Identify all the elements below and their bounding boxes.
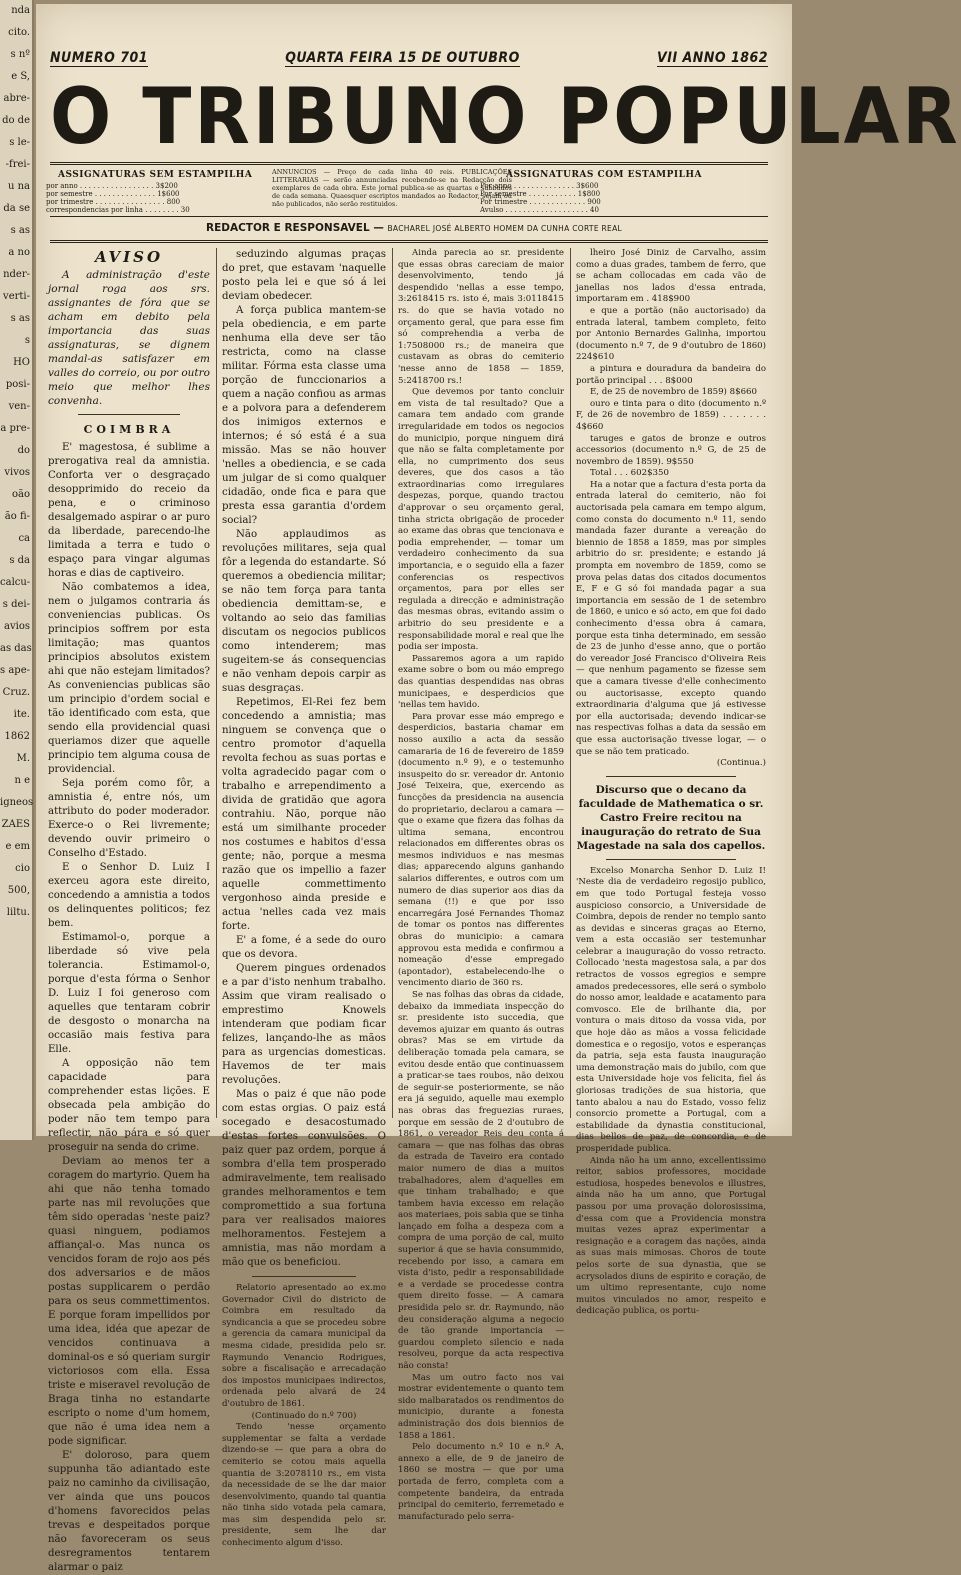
column-4	[576, 248, 766, 1317]
paragraph: Excelso Monarcha Senhor D. Luiz I! 'Neste dia de verdadeiro regosijo publico, em que todo Portugal festeja vosso auspicioso consorcio, a Universidade de Coimbra, depois de render no templo santo as devidas e sinceras graças ao Eterno, vem a esta occasião ser testemunhar celebrar a inauguração do vosso retracto. Collocado 'nesta magestosa sala, a par dos retractos de vossos egregios e sempre amados predecessores, elle será o symbolo do nosso amor, lealdade e acatamento para comvosco. Ele de brilhante dia, por vontura o mais ditoso da vossa vida, por que hoje dão as mãos a vossa felicidade domestica e o regosijo, votos e esperanças da patria, seja esta fausta inauguração uma demonstração mais do jubilo, com que esta Universidade hoje vos felicita, fiel ás gloriosas tradições de sua historia, que tanto abalou a nau do Estado, vosso feliz consorcio promette a Portugal, com a estabilidade da dynastia constitucional, dias bellos de paz, de concordia, e de prosperidade publica.	[576, 865, 766, 1154]
masthead-info-line	[50, 50, 768, 67]
strip-fragment: vivos	[4, 467, 30, 478]
strip-fragment: n e	[14, 775, 30, 786]
separator	[606, 776, 736, 777]
strip-fragment: M.	[16, 753, 30, 764]
strip-fragment: Cruz.	[2, 687, 30, 698]
paragraph: e que a portão (não auctorisado) da entrada lateral, tambem completo, feito por Antonio Bernardes Galinha, importou (documento n.º 7, de 9 d'outubro de 1860) 224$610	[576, 305, 766, 363]
strip-fragment: -frei-	[5, 159, 30, 170]
strip-fragment: s le-	[9, 137, 30, 148]
strip-fragment: do de	[2, 115, 30, 126]
price-row: Por trimestre . . . . . . . . . . . . . 900	[480, 198, 601, 206]
paragraph: ouro e tinta para o dito (documento n.º F, de 26 de novembro de 1859) . . . . . . . 4$660	[576, 398, 766, 432]
report-body	[222, 1422, 386, 1550]
strip-fragment: a pre-	[0, 423, 30, 434]
paragraph: Mas o paiz é que não pode com estas orgias. O paiz está socegado e desacostumado d'estas fortes convulsões. O paiz quer paz ordem, porque á sombra d'ella tem prosperado admiravelmente, tem realisado grandes melhoramentos e tem compromettido a sua fortuna para ver realisados maiores melhoramentos. Festejem a amnistia, mas não mordam a mão que os beneficiou.	[222, 1089, 386, 1268]
column-divider	[216, 248, 217, 1118]
strip-fragment: as das	[0, 643, 32, 654]
column-top-rule	[50, 240, 768, 243]
paragraph: Não combatemos a idea, nem o julgamos contraria ás conveniencias publicas. Os principios soffrem por esta limitação; mas quantos principios absolutos existem ahi que não estejam limitados? As conveniencias publicas são um principio d'ordem social e tão identificado com esta, que sendo ella providencial quasi queriamos dizer que aquelle principio tem alguma cousa de providencial.	[48, 582, 210, 775]
paragraph: Tendo 'nesse orçamento supplementar se falta a verdade dizendo-se — que para a obra do cemiterio se cotou mais aquella quantia de 3:2078110 rs., em vista da necessidade de se lhe dar maior desenvolvimento, quando tal quantia não tinha sido votada pela camara, mas sim despendida pelo sr. presidente, sem lhe dar conhecimento algum d'isso.	[222, 1422, 386, 1549]
paragraph: Repetimos, El-Rei fez bem concedendo a amnistia; mas ninguem se convença que o centro promotor d'aquella revolta fechou as suas portas e volta agradecido pagar com o trabalho e arrependimento a divida de gratidão que agora contrahiu. Não, porque não está um similhante proceder nos costumes e habitos d'essa gente; não, porque a mesma razão que os impellio a fazer aquelle commettimento vergonhoso ainda preside e actua 'nelles cada vez mais forte.	[222, 697, 386, 932]
column-divider	[392, 248, 393, 1118]
strip-fragment: 1862	[4, 731, 30, 742]
strip-fragment: s as	[10, 313, 30, 324]
paragraph: Deviam ao menos ter a coragem do martyrio. Quem ha ahi que não tenha tomado parte nas mil revoluções que têm sido operadas 'neste paiz? quasi ninguem, podiamos affiançal-o. Mas nunca os vencidos foram de rojo aos pés dos adversarios e de mãos postas supplicarem o perdão para os seus commettimentos. E porque foram impellidos por uma idea, idéa que apezar de vencidos continuava a dominal-os e só queriam surgir victoriosos com ella. Essa triste e miseravel revolução de Braga tinha no estandarte escripto o nome d'um homem, que não é uma idea nem a pode significar.	[48, 1156, 210, 1447]
column-2	[222, 248, 386, 1549]
strip-fragment: avios	[4, 621, 30, 632]
strip-fragment: ven-	[8, 401, 30, 412]
paragraph: Que devemos por tanto concluir em vista de tal resultado? Que a camara tem andado com grande irregularidade em todos os negocios do municipio, porque ninguem dirá que não se falta completamente por ella, no cumprimento dos seus deveres, que dos casos a tão extraordinarias como irregulares despezas, porque, quando tractou d'approvar o seu orçamento geral, tinha stricta obrigação de proceder ao exame das obras que tencionava e podia emprehender, — tomar um verdadeiro conhecimento da sua importancia, e o seguido ella a fazer conferencias os respectivos orçamentos, para por elles ser regulada a direcção e administração das mesmas obras, evitando assim o arbitrio do seu presidente e a responsabilidade moral e real que lhe podia ser imposta.	[398, 387, 564, 653]
column-2-body	[222, 248, 386, 1270]
strip-fragment: ca	[18, 533, 30, 544]
paragraph: E o Senhor D. Luiz I exerceu agora este direito, concedendo a amnistia a todos os delinquentes politicos; fez bem.	[48, 862, 210, 929]
price-row: Por anno . . . . . . . . . . . . . . 3$600	[480, 182, 599, 190]
paragraph: Mas um outro facto nos vai mostrar evidentemente o quanto tem sido malbaratados os rendimentos do municipio, durante a fonesta administração dos dois biennios de 1858 a 1861.	[398, 1372, 564, 1441]
report-title: Relatorio apresentado ao ex.mo Governador Civil do districto de Coimbra em resultado da syndicancia a que se procedeu sobre a gerencia da camara municipal da mesma cidade, presidida pelo sr. Raymundo Venancio Rodrigues, sobre a fiscalisação e arrecadação dos impostos municipaes indirectos, ordenada pelo alvará de 24 d'outubro de 1861.	[222, 1283, 386, 1409]
paragraph: Seja porém como fôr, a amnistia é, entre nós, um attributo do poder moderador. Exerce-o o Rei livremente; devendo ouvir primeiro o Conselho d'Estado.	[48, 778, 210, 859]
paragraph: Ha a notar que a factura d'esta porta da entrada lateral do cemiterio, não foi auctorisada pela camara em tempo algum, como consta do documento n.º 11, sendo mandada fazer durante a vereação do biennio de 1858 a 1859, mas por simples arbitrio do sr. presidente; e estando já prompta em novembro de 1859, como se prova pelas datas dos citados documentos E, F e G só foi mandada pagar a sua importancia em sessão de 1 de setembro de 1860, e unico e só acto, em que foi dado conhecimento d'essa obra á camara, porque esta tinha determinado, em sessão de 23 de junho d'esse anno, que o portão do vereador José Francisco d'Oliveira Reis — que nenhum pagamento se fizesse sem que a camara tivesse d'elle conhecimento ou auctorisasse, excepto quando extraordinaria d'alguma que já estivesse por ella auctorisada; devendo indicar-se nas respectivas folhas a data da sessão em que essa auctorisação tivesse logar, — o que se não tem praticado.	[576, 479, 766, 757]
strip-fragment: abre-	[3, 93, 30, 104]
adjacent-page-strip	[0, 0, 34, 1140]
continued-note: (Continuado do n.º 700)	[251, 1410, 357, 1421]
continua-note: (Continua.)	[716, 758, 766, 769]
strip-fragment: s	[24, 335, 30, 346]
paragraph: taruges e gatos de bronze e outros accessorios (documento n.º G, de 25 de novembro de 1859). 9$550	[576, 433, 766, 467]
paragraph: Querem pingues ordenados e a par d'isto nenhum trabalho. Assim que viram realisado o emprestimo Knowels intenderam que podiam ficar felizes, lançando-lhe as mãos para as urgencias domesticas. Havemos de ter mais revoluções.	[222, 963, 386, 1086]
paragraph: E, de 25 de novembro de 1859) 8$660	[590, 387, 757, 398]
discourse-title: Discurso que o decano da faculdade de Mathematica o sr. Castro Freire recitou na inauguração do retrato de Sua Magestade na sala dos capellos.	[576, 783, 766, 852]
strip-fragment: s da	[9, 555, 30, 566]
paragraph: Pelo documento n.º 10 e n.º A, annexo a elle, de 9 de janeiro de 1860 se mostra — que por uma portada de ferro, completa com a competente bandeira, da entrada principal do cemiterio, ferremetado e manufacturado pelo serra-	[398, 1442, 564, 1522]
paragraph: a pintura e douradura da bandeira do portão principal . . . 8$000	[576, 363, 766, 386]
paragraph: E' magestosa, é sublime a prerogativa real da amnistia. Conforta ver o desgraçado desopprimido do receio da pena, e o criminoso desalgemado aspirar o ar puro da liberdade, parecendo-lhe limitada a terra e tudo o espaço para vingar algumas horas e dias de captiveiro.	[48, 442, 210, 579]
strip-fragment: da se	[3, 203, 30, 214]
subscriptions-right-table	[480, 182, 700, 214]
paragraph: Passaremos agora a um rapido exame sobre o bom ou máo emprego das quantias despendidas nas obras municipaes, e desperdicios que 'nellas tem havido.	[398, 653, 564, 711]
column-3	[398, 248, 564, 1522]
price-row: Por semestre . . . . . . . . . . . 1$800	[480, 190, 601, 198]
strip-fragment: cio	[15, 863, 30, 874]
strip-fragment: cito.	[8, 27, 30, 38]
column-1	[48, 248, 210, 1573]
issue-year: VII ANNO 1862	[657, 50, 768, 66]
paragraph: Total . . . 602$350	[590, 468, 669, 479]
paragraph: Se nas folhas das obras da cidade, debaixo da immediata inspecção do sr. presidente isto succedia, que devemos ajuizar em quanto ás outras obras? Mas se em virtude da deliberação tomada pela camara, se evitou desde então que continuassem a praticar-se taes roubos, não deixou de seguir-se posteriormente, se não era já seguido, aquelle mau exemplo nas obras das freguezias ruraes, porque em sessão de 2 d'outubro de 1861, o vereador Reis deu conta á camara — que nas folhas das obras da estrada de Taveiro era contado maior numero de dias a muitos trabalhadores, alem d'aquelles em que tinham trabalhado; e que tambem havia excesso em relação aos materiaes, pois sabia que se tinha lançado em folha a despeza com a compra de uma porção de cal, muito superior á que se havia consummido, recebendo por isso, a camara em vista d'isto, pedir a responsabilidade e a verdade se procedesse contra quem direito fosse. — A camara presidida pelo sr. dr. Raymundo, não deu consideração alguma a negocio de tão grande importancia — guardou completo silencio e nada resolveu, porque da acta respectiva não consta!	[398, 990, 564, 1371]
strip-fragment: s as	[10, 225, 30, 236]
subscriptions-left-table	[46, 182, 266, 214]
price-row: correspondencias por linha . . . . . . . . 30	[46, 206, 190, 214]
paragraph: Estimamol-o, porque a liberdade só vive pela tolerancia. Estimamol-o, porque d'esta fórma o Senhor D. Luiz I foi generoso com aquelles que tentaram cobrir de desgosto o monarcha na occasião mais festiva para Elle.	[48, 932, 210, 1055]
strip-fragment: e em	[5, 841, 30, 852]
paragraph: A força publica mantem-se pela obediencia, e em parte nenhuma ella deve ser tão restricta, como na classe militar. Fórma esta classe uma porção de funccionarios a quem a nação confiou as armas e a polvora para a defenderem dos inimigos externos e internos; é só está é a sua missão. Mas se não houver 'nelles a obediencia, e se cada um julgar de si como qualquer cidadão, onde fica e para que presta essa garantia d'ordem social?	[222, 305, 386, 526]
price-row: por anno . . . . . . . . . . . . . . . . . 3$200	[46, 182, 178, 190]
paragraph: Para provar esse máo emprego e desperdicios, bastaria chamar em nosso auxilio a acta da sessão camararia de 16 de fevereiro de 1859 (documento n.º 9), e o testemunho insuspeito do sr. vereador dr. Antonio José Teixeira, que, exercendo as funcções da presidencia na ausencia do proprietario, declarou a camara — que o exame que fizera das folhas da ultima semana, encontrou relacionados em differentes obras os mesmos individuos e nas mesmas dias; apparecendo alguns ganhando salarios differentes, e outros com um numero de dias superior aos dias da semana (!!) e que por isso encarregára José Fernandes Thomaz de tomar os pontos nas differentes obras do municipio: a camara approvou esta medida e confirmou a nomeação d'esse empregado (apontador), estabelecendo-lhe o vencimento diario de 360 rs.	[398, 711, 564, 989]
strip-fragment: 500,	[7, 885, 30, 896]
column-4-body	[576, 248, 766, 758]
separator	[78, 414, 180, 415]
section-title-coimbra: COIMBRA	[83, 423, 175, 436]
paragraph: seduzindo algumas praças do pret, que estavam 'naquelle posto pela lei e que só á lei deviam obedecer.	[222, 249, 386, 302]
aviso-title: AVISO	[94, 248, 164, 266]
strip-fragment: nder-	[3, 269, 30, 280]
aviso-text: A administração d'este jornal roga aos srs. assignantes de fóra que se acham em debito pela importancia das suas assignaturas, se dignem mandal-as satisfazer em valles do correio, ou por outro meio que melhor lhes convenha.	[48, 269, 210, 407]
strip-fragment: HO	[13, 357, 30, 368]
redactor-name: BACHAREL JOSÉ ALBERTO HOMEM DA CUNHA CORTE REAL	[387, 224, 622, 233]
redactor-line	[36, 222, 792, 234]
price-row: por trimestre . . . . . . . . . . . . . . . . 800	[46, 198, 181, 206]
strip-fragment: liltu.	[6, 907, 30, 918]
strip-fragment: do	[17, 445, 30, 456]
column-divider	[570, 248, 571, 1118]
strip-fragment: e S,	[11, 71, 30, 82]
price-row: por semestre . . . . . . . . . . . . . . 1$600	[46, 190, 180, 198]
paragraph: Ainda parecia ao sr. presidente que essas obras careciam de maior desenvolvimento, tendo já despendido 'nellas a esse tempo, 3:2618415 rs. isto é, mais 3:0118415 rs. do que se havia votado no orçamento geral, que para esse fim só comprehendia a verba de 1:7508000 rs.; de maneira que custavam as obras do cemiterio 'nesse anno de 1858 — 1859, 5:2418700 rs.!	[398, 248, 564, 386]
strip-fragment: s dei-	[2, 599, 30, 610]
strip-fragment: ZAES	[1, 819, 30, 830]
column-1-body	[48, 441, 210, 1575]
strip-fragment: oão	[11, 489, 30, 500]
strip-fragment: a no	[8, 247, 30, 258]
newspaper-title: O TRIBUNO POPULAR	[50, 70, 961, 162]
paragraph: Não applaudimos as revoluções militares, seja qual fôr a legenda do estandarte. Só queremos a obediencia militar; se não tem força para tanta obediencia demittam-se, e voltando ao seio das familias discutam os negocios publicos como intenderem; mas sugeitem-se ás consequencias e não venham depois carpir as suas desgraças.	[222, 529, 386, 694]
paragraph: lheiro José Diniz de Carvalho, assim como a duas grades, tambem de ferro, que se acham collocadas em cada vão de janellas nos lados d'essa entrada, importaram em . 418$900	[576, 248, 766, 305]
newspaper-page	[36, 4, 961, 1573]
strip-fragment: u na	[7, 181, 30, 192]
discourse-body	[576, 866, 766, 1318]
paragraph: E' a fome, é a sede do ouro que os devora.	[222, 935, 386, 960]
column-3-body	[398, 248, 564, 1523]
strip-fragment: calcu-	[0, 577, 31, 588]
strip-fragment: igneos	[0, 797, 34, 808]
separator	[252, 1276, 356, 1277]
announcements-notice: ANNUNCIOS — Preço de cada linha 40 reis. PUBLICAÇÕES LITTERARIAS — serão annunciadas recebendo-se na Redacção dois exemplares de cada obra. Este jornal publica-se as quartas e sabbados de cada semana. Quaesquer escriptos mandados ao Redactor, sejam ou não publicados, não serão restituidos.	[272, 168, 512, 208]
issue-number: NUMERO 701	[50, 50, 148, 66]
strip-fragment: ite.	[13, 709, 30, 720]
paragraph: A opposição não tem capacidade para comprehender estas lições. E obsecada pela ambição do poder não tem tempo para reflectir, não pára e só quer proseguir na senda do crime.	[48, 1058, 210, 1153]
paragraph: E' doloroso, para quem suppunha tão adiantado este paiz no caminho da civilisação, ver ainda que uns poucos d'homens favorecidos pelas trevas e despeitados porque não favoreceram os seus desregramentos tentarem alarmar o paiz	[48, 1450, 210, 1573]
strip-fragment: ão fi-	[4, 511, 30, 522]
redactor-label: REDACTOR E RESPONSAVEL —	[206, 222, 384, 234]
price-row: Avulso . . . . . . . . . . . . . . . . . . . 40	[480, 206, 599, 214]
strip-fragment: s ape-	[0, 665, 30, 676]
strip-fragment: posi-	[5, 379, 30, 390]
strip-fragment: s nº	[10, 49, 30, 60]
subscriptions-right-heading: ASSIGNATURAS COM ESTAMPILHA	[506, 170, 702, 180]
strip-fragment: verti-	[3, 291, 30, 302]
paragraph: Ainda não ha um anno, excellentissimo reitor, sabios professores, mocidade estudiosa, hospedes benevolos e illustres, ainda não ha um anno, que Portugal passou por uma provação dolorosissima, d'essa com que a Providencia monstra muitas vezes apraz experimentar a resignação e a coragem das nações, ainda as suas mais mimosas. Choros de toute pelos sorte de sua dynastia, que se acrysolados diuns de espirito e coração, de um ultimo representante, cujo nome muitos vinculados no amor, respeito e dedicação publica, os portu-	[576, 1155, 766, 1317]
subscriptions-left-heading: ASSIGNATURAS SEM ESTAMPILHA	[58, 170, 253, 180]
strip-fragment: nda	[11, 5, 30, 16]
masthead-rule	[50, 162, 768, 165]
issue-date: QUARTA FEIRA 15 DE OUTUBRO	[285, 50, 520, 66]
separator	[606, 859, 736, 860]
header-rule	[50, 216, 768, 217]
